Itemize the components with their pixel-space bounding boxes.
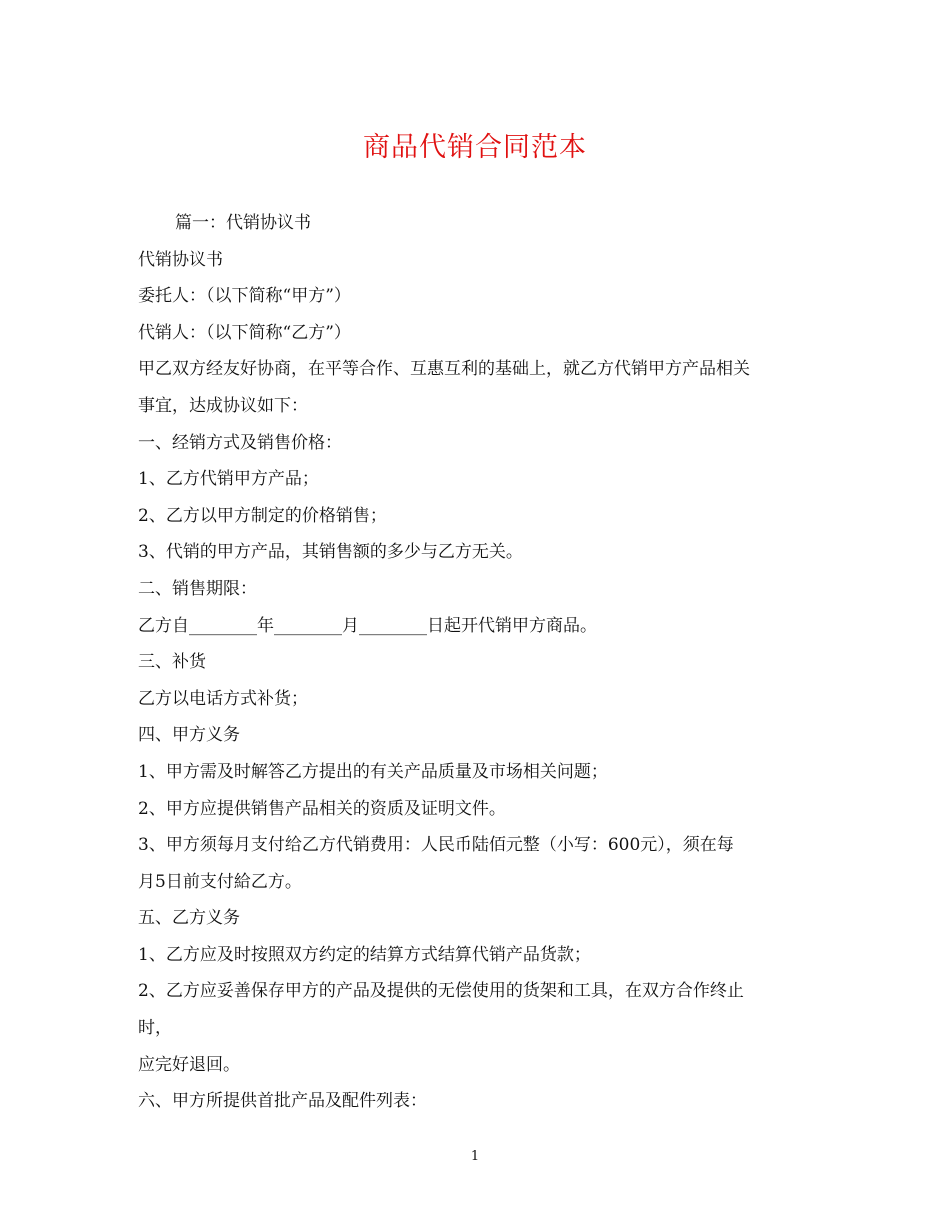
- clause-item-continued: 月5日前支付給乙方。: [138, 871, 302, 892]
- document-body: [138, 205, 818, 1120]
- clause-item: 2、乙方应妥善保存甲方的产品及提供的无偿使用的货架和工具，在双方合作终止: [138, 981, 744, 1002]
- clause-item: 2、甲方应提供销售产品相关的资质及证明文件。: [138, 798, 506, 819]
- clause-item: 1、乙方代销甲方产品；: [138, 469, 319, 490]
- clause-item-continued: 时，: [138, 1018, 172, 1039]
- agreement-name: 代销协议书: [138, 249, 223, 270]
- agent-party-line: 代销人：（以下简称“乙方”）: [138, 322, 351, 343]
- clause-heading-sales-method: 一、经销方式及销售价格：: [138, 432, 342, 453]
- clause-heading-party-b-duties: 五、乙方义务: [138, 908, 240, 929]
- preamble-line-1: 甲乙双方经友好协商，在平等合作、互惠互利的基础上，就乙方代销甲方产品相关: [138, 359, 750, 380]
- clause-item: 1、乙方应及时按照双方约定的结算方式结算代销产品货款；: [138, 944, 591, 965]
- principal-party-line: 委托人：（以下简称“甲方”）: [138, 286, 351, 307]
- clause-heading-party-a-duties: 四、甲方义务: [138, 725, 240, 746]
- restock-line: 乙方以电话方式补货；: [138, 688, 308, 709]
- preamble-line-2: 事宜，达成协议如下：: [138, 395, 308, 416]
- clause-item: 1、甲方需及时解答乙方提出的有关产品质量及市场相关问题；: [138, 761, 608, 782]
- clause-item: 3、甲方须每月支付给乙方代销费用：人民币陆佰元整（小写：600元），须在每: [138, 835, 734, 856]
- clause-heading-restock: 三、补货: [138, 652, 206, 673]
- clause-item: 2、乙方以甲方制定的价格销售；: [138, 505, 387, 526]
- clause-item: 3、代销的甲方产品，其销售额的多少与乙方无关。: [138, 542, 523, 563]
- sales-period-line: 乙方自________年________月________日起开代销甲方商品。: [138, 615, 597, 636]
- page-number: 1: [470, 1149, 480, 1164]
- clause-heading-sales-period: 二、销售期限：: [138, 578, 257, 599]
- section-heading-part-one: 篇一：代销协议书: [175, 213, 311, 233]
- clause-item-continued: 应完好退回。: [138, 1054, 240, 1075]
- document-title: 商品代销合同范本: [363, 132, 587, 163]
- clause-heading-product-list: 六、甲方所提供首批产品及配件列表：: [138, 1091, 427, 1112]
